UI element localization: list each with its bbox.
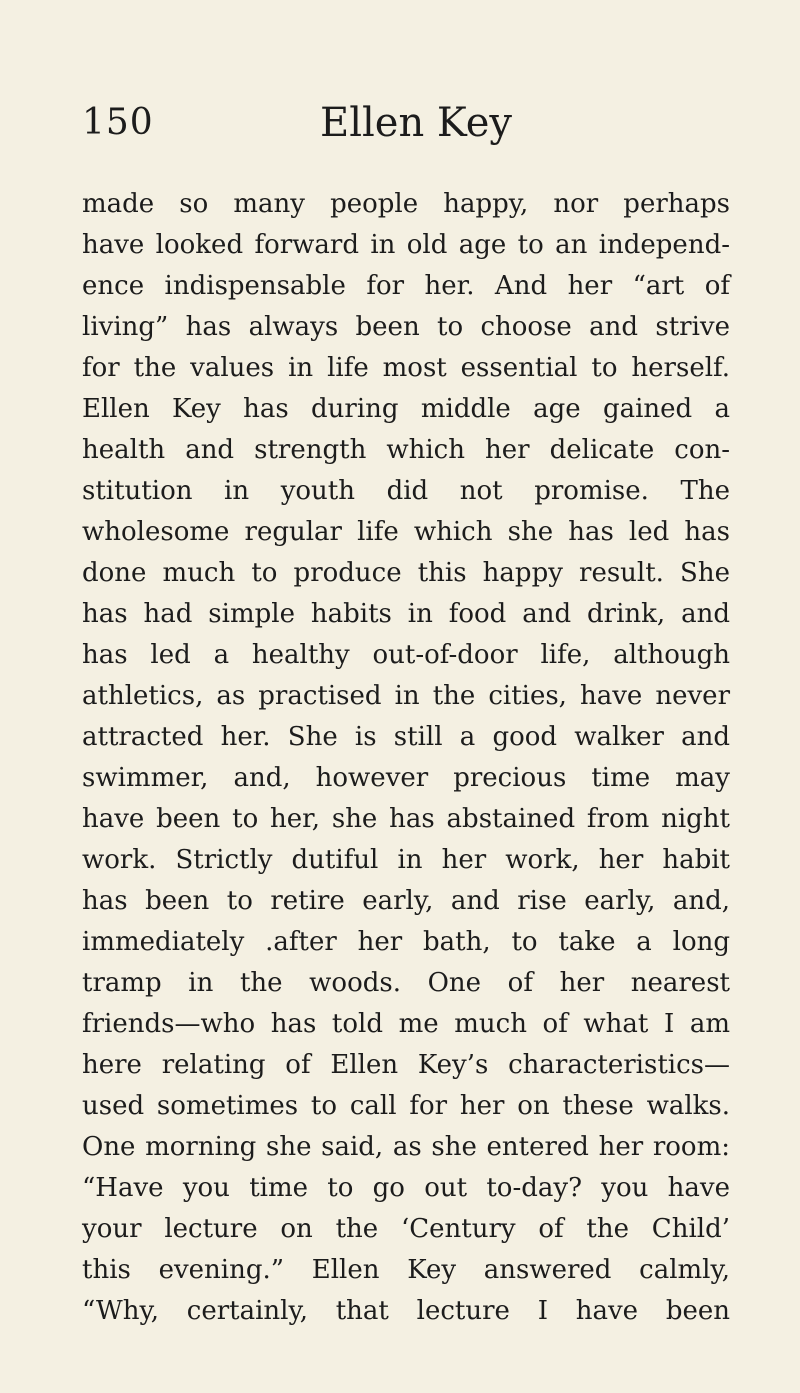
text-line: here relating of Ellen Key’s characteristics— (82, 1050, 730, 1080)
text-line: swimmer, and, however precious time may (82, 763, 730, 793)
page-header (82, 100, 682, 160)
text-line: “Why, certainly, that lecture I have been (82, 1296, 730, 1326)
text-line: tramp in the woods. One of her nearest (82, 968, 730, 998)
text-line: ence indispensable for her. And her “art of (82, 271, 730, 301)
text-line: “Have you time to go out to-day? you have (82, 1173, 730, 1203)
text-line: have been to her, she has abstained from night (82, 804, 730, 834)
text-line: stitution in youth did not promise. The (82, 476, 730, 506)
text-line: your lecture on the ‘Century of the Child’ (82, 1214, 730, 1244)
text-line: has been to retire early, and rise early, and, (82, 886, 730, 916)
text-line: wholesome regular life which she has led has (82, 517, 730, 547)
text-line: attracted her. She is still a good walker and (82, 722, 730, 752)
text-line: has led a healthy out-of-door life, although (82, 640, 730, 670)
text-line: this evening.” Ellen Key answered calmly, (82, 1255, 730, 1285)
text-line: immediately .after her bath, to take a long (82, 927, 730, 957)
text-line: One morning she said, as she entered her room: (82, 1132, 730, 1162)
running-head-title: Ellen Key (320, 100, 513, 146)
text-line: work. Strictly dutiful in her work, her habit (82, 845, 730, 875)
text-line: for the values in life most essential to herself. (82, 353, 730, 383)
text-line: Ellen Key has during middle age gained a (82, 394, 730, 424)
text-line: friends—who has told me much of what I am (82, 1009, 730, 1039)
text-line: made so many people happy, nor perhaps (82, 189, 730, 219)
text-line: has had simple habits in food and drink, and (82, 599, 730, 629)
text-line: athletics, as practised in the cities, have never (82, 681, 730, 711)
text-line: health and strength which her delicate con- (82, 435, 730, 465)
text-line: done much to produce this happy result. She (82, 558, 730, 588)
page-number: 150 (82, 102, 154, 143)
text-line: have looked forward in old age to an independ- (82, 230, 730, 260)
text-line: living” has always been to choose and strive (82, 312, 730, 342)
text-line: used sometimes to call for her on these walks. (82, 1091, 730, 1121)
body-text (82, 184, 730, 1332)
